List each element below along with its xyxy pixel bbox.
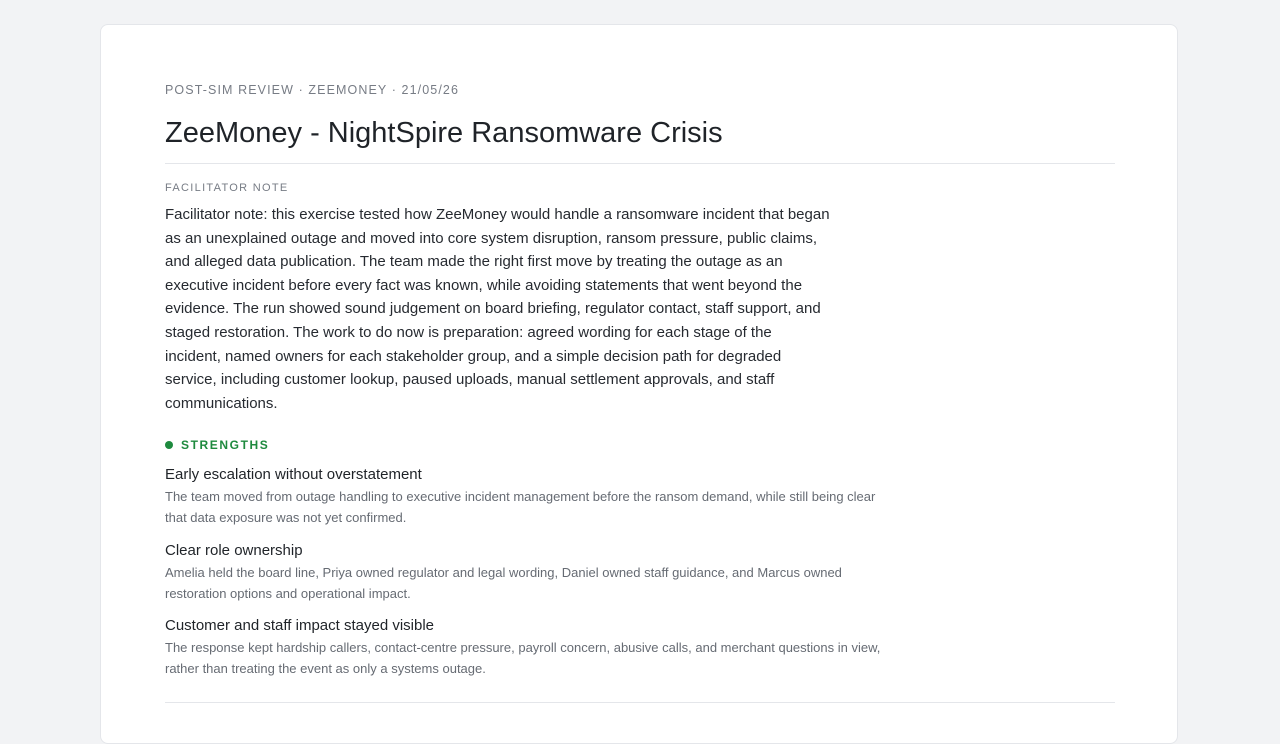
strengths-dot-icon [165, 441, 173, 449]
strength-title: Early escalation without overstatement [165, 466, 422, 483]
strength-item [165, 465, 885, 528]
strength-item [165, 541, 885, 604]
strength-description: Amelia held the board line, Priya owned regulator and legal wording, Daniel owned staff guidance, and Marcus owned restoration options and operational impact. [165, 565, 842, 601]
strength-item [165, 616, 885, 679]
review-eyebrow: POST-SIM REVIEW · ZEEMONEY · 21/05/26 [165, 83, 460, 97]
strength-description: The team moved from outage handling to executive incident management before the ransom demand, while still being clear that data exposure was not yet confirmed. [165, 489, 876, 525]
review-card [100, 24, 1178, 744]
strength-title: Customer and staff impact stayed visible [165, 617, 435, 634]
strength-title: Clear role ownership [165, 542, 303, 559]
section-divider [165, 702, 1115, 703]
facilitator-note-label: FACILITATOR NOTE [165, 182, 289, 194]
facilitator-note-body: Facilitator note: this exercise tested how ZeeMoney would handle a ransomware incident that began as an unexplained outage and moved into core system disruption, ransom pressure, public claims, and alleged data publication. The team made the right first move by treating the outage as an executive incident before every fact was known, while avoiding statements that went beyond the evidence. The run showed sound judgement on board briefing, regulator contact, staff support, and staged restoration. The work to do now is preparation: agreed wording for each stage of the incident, named owners for each stakeholder group, and a simple decision path for degraded service, including customer lookup, paused uploads, manual settlement approvals, and staff communications. [165, 206, 830, 412]
header-divider [165, 163, 1115, 164]
page-title: ZeeMoney - NightSpire Ransomware Crisis [165, 117, 723, 149]
strengths-label: STRENGTHS [181, 438, 270, 452]
strength-description: The response kept hardship callers, contact-centre pressure, payroll concern, abusive calls, and merchant questions in view, rather than treating the event as only a systems outage. [165, 640, 881, 676]
strengths-header [165, 438, 269, 452]
